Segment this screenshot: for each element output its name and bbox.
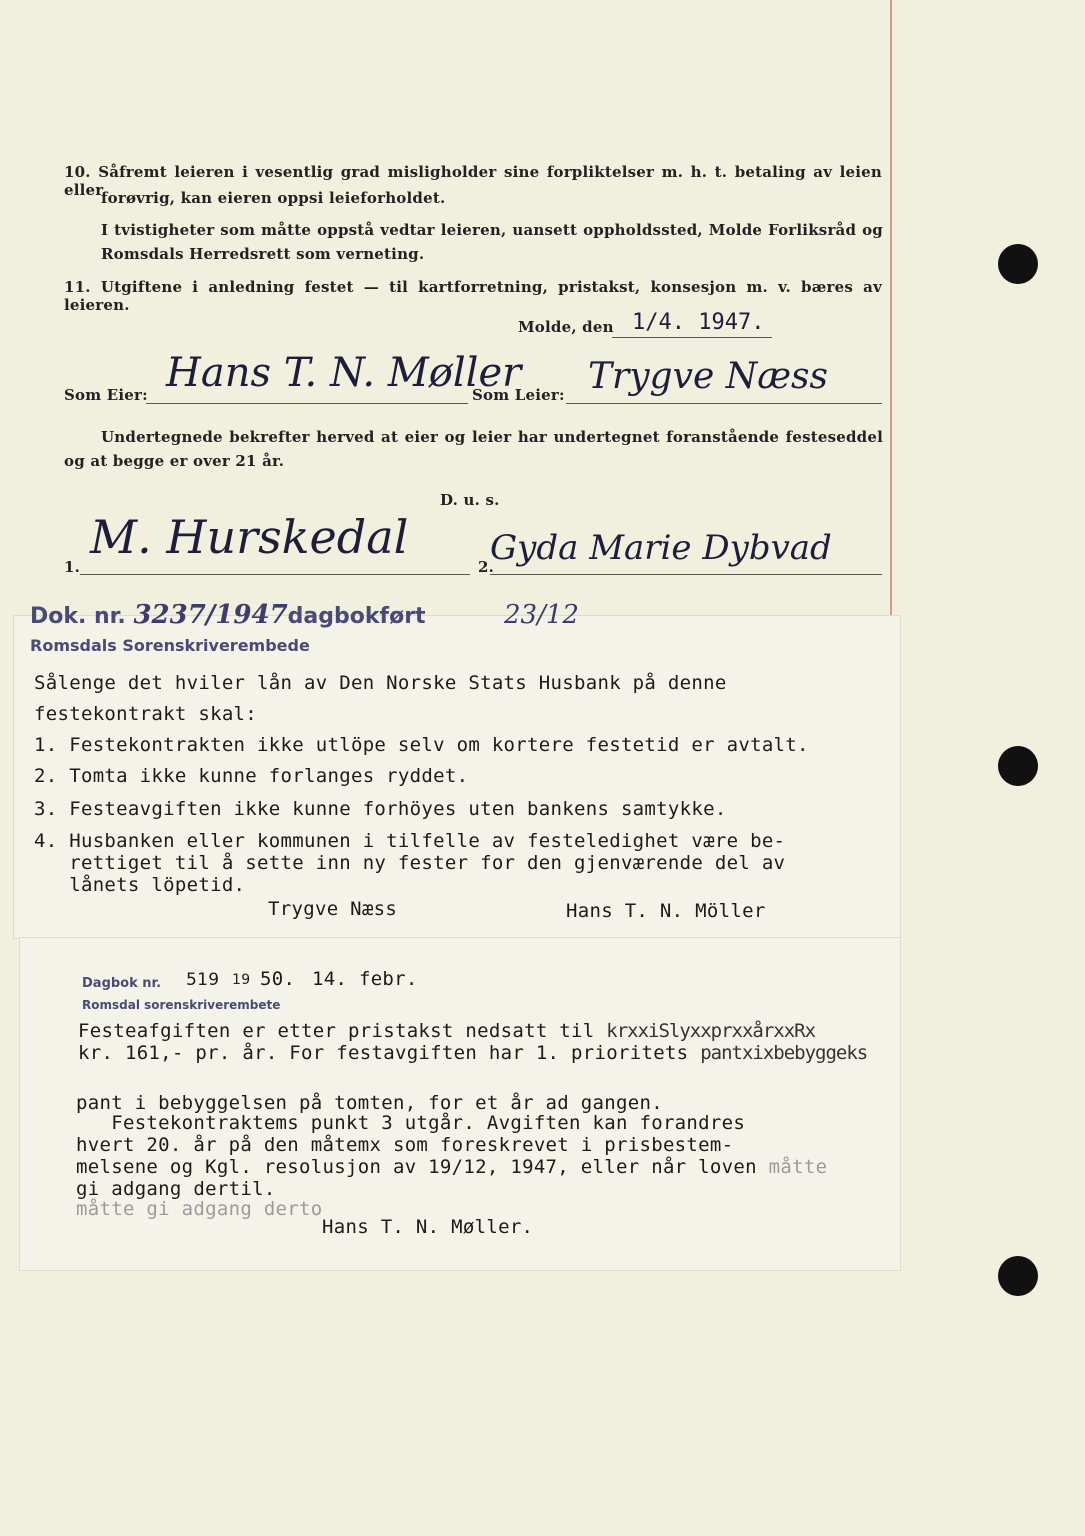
slip2-line-3: pant i bebyggelsen på tomten, for et år ad gangen. <box>76 1092 663 1114</box>
confirm-line-1: Undertegnede bekrefter herved at eier og leier har undertegnet foranstående festeseddel <box>101 428 883 446</box>
tenant-signature: Trygve Næss <box>588 356 828 397</box>
slip1-line-7: rettiget til å sette inn ny fester for den gjenværende del av <box>34 852 786 874</box>
dagbok-year-prefix: 19 <box>232 972 251 988</box>
slip2-line-1-text: Festeafgiften er etter pristakst nedsatt til <box>78 1020 595 1042</box>
witness-2-signature: Gyda Marie Dybvad <box>490 528 832 568</box>
slip1-line-8: lånets löpetid. <box>34 874 246 896</box>
slip2-line-6 <box>76 1156 827 1178</box>
slip1-line-6: 4. Husbanken eller kommunen i tilfelle av festeledighet være be- <box>34 830 786 852</box>
slip2-line-2-text: kr. 161,- pr. år. For festavgiften har 1. prioritets <box>78 1042 689 1064</box>
place-date-label: Molde, den <box>518 318 614 336</box>
slip2-line-6-text: melsene og Kgl. resolusjon av 19/12, 1947, eller når loven <box>76 1156 757 1178</box>
doc-number-stamp <box>30 600 426 630</box>
doc-label: Dok. nr. <box>30 604 126 629</box>
tenant-sign-line <box>566 403 882 404</box>
punch-hole-top <box>998 244 1038 284</box>
slip1-line-2: festekontrakt skal: <box>34 703 258 725</box>
slip1-line-3: 1. Festekontrakten ikke utlöpe selv om kortere festetid er avtalt. <box>34 734 809 756</box>
venue-line-1: I tvistigheter som måtte oppstå vedtar leieren, uansett oppholdssted, Molde Forliksråd og <box>101 221 883 239</box>
slip1-line-4: 2. Tomta ikke kunne forlanges ryddet. <box>34 765 469 787</box>
slip1-line-1: Sålenge det hviler lån av Den Norske Stats Husbank på denne <box>34 672 727 694</box>
date-line <box>612 337 772 338</box>
slip2-line-1-struck: krxxiSlyxxprxxårxxRx <box>606 1020 816 1042</box>
clause-10-line-1: 10. Såfremt leieren i vesentlig grad misligholder sine forpliktelser m. h. t. betaling av leien eller <box>64 163 882 199</box>
confirm-line-2: og at begge er over 21 år. <box>64 452 285 470</box>
owner-sign-line <box>146 403 468 404</box>
dagbok-number: 519 <box>186 970 220 990</box>
slip2-line-5: hvert 20. år på den måtemx som foreskrevet i prisbestem- <box>76 1134 734 1156</box>
slip2-line-2-struck: pantxixbebyggeks <box>700 1042 868 1064</box>
date-handwritten: 1/4. 1947. <box>632 310 765 335</box>
clause-10-line-2: forøvrig, kan eieren oppsi leieforholdet. <box>101 189 446 207</box>
slip2-line-7: gi adgang dertil. <box>76 1178 276 1200</box>
clause-11: 11. Utgiftene i anledning festet — til kartforretning, pristakst, konsesjon m. v. bæres av leieren. <box>64 278 882 314</box>
doc-suffix: dagbokført <box>287 604 426 629</box>
tenant-label: Som Leier: <box>472 386 565 404</box>
slip2-line-2 <box>78 1042 867 1064</box>
slip2-line-6-faint: måtte <box>768 1156 828 1178</box>
dagbok-office-stamp: Romsdal sorenskriverembete <box>82 998 281 1012</box>
witness-1-line <box>80 574 470 575</box>
dagbok-stamp-label: Dagbok nr. <box>82 976 162 991</box>
witness-1-signature: M. Hurskedal <box>90 510 409 564</box>
slip2-signature: Hans T. N. Møller. <box>322 1216 534 1238</box>
doc-office-stamp: Romsdals Sorenskriverembede <box>30 636 310 655</box>
slip2-line-8: måtte gi adgang derto <box>76 1198 323 1220</box>
punch-hole-middle <box>998 746 1038 786</box>
doc-date: 23/12 <box>504 600 579 630</box>
doc-number: 3237/1947 <box>133 600 288 630</box>
dagbok-date: 14. febr. <box>312 968 418 990</box>
venue-line-2: Romsdals Herredsrett som verneting. <box>101 245 425 263</box>
witness-2-label: 2. <box>478 558 495 576</box>
owner-signature: Hans T. N. Møller <box>166 350 522 396</box>
slip2-line-1 <box>78 1020 815 1042</box>
slip1-sign-tenant: Trygve Næss <box>268 898 398 920</box>
slip1-sign-owner: Hans T. N. Möller <box>566 900 766 922</box>
witness-2-line <box>490 574 882 575</box>
slip1-line-5: 3. Festeavgiften ikke kunne forhöyes uten bankens samtykke. <box>34 798 727 820</box>
owner-label: Som Eier: <box>64 386 148 404</box>
dus-label: D. u. s. <box>440 491 500 509</box>
witness-1-label: 1. <box>64 558 81 576</box>
slip2-line-4: Festekontraktems punkt 3 utgår. Avgiften kan forandres <box>76 1112 746 1134</box>
punch-hole-bottom <box>998 1256 1038 1296</box>
dagbok-year: 50. <box>260 968 296 990</box>
